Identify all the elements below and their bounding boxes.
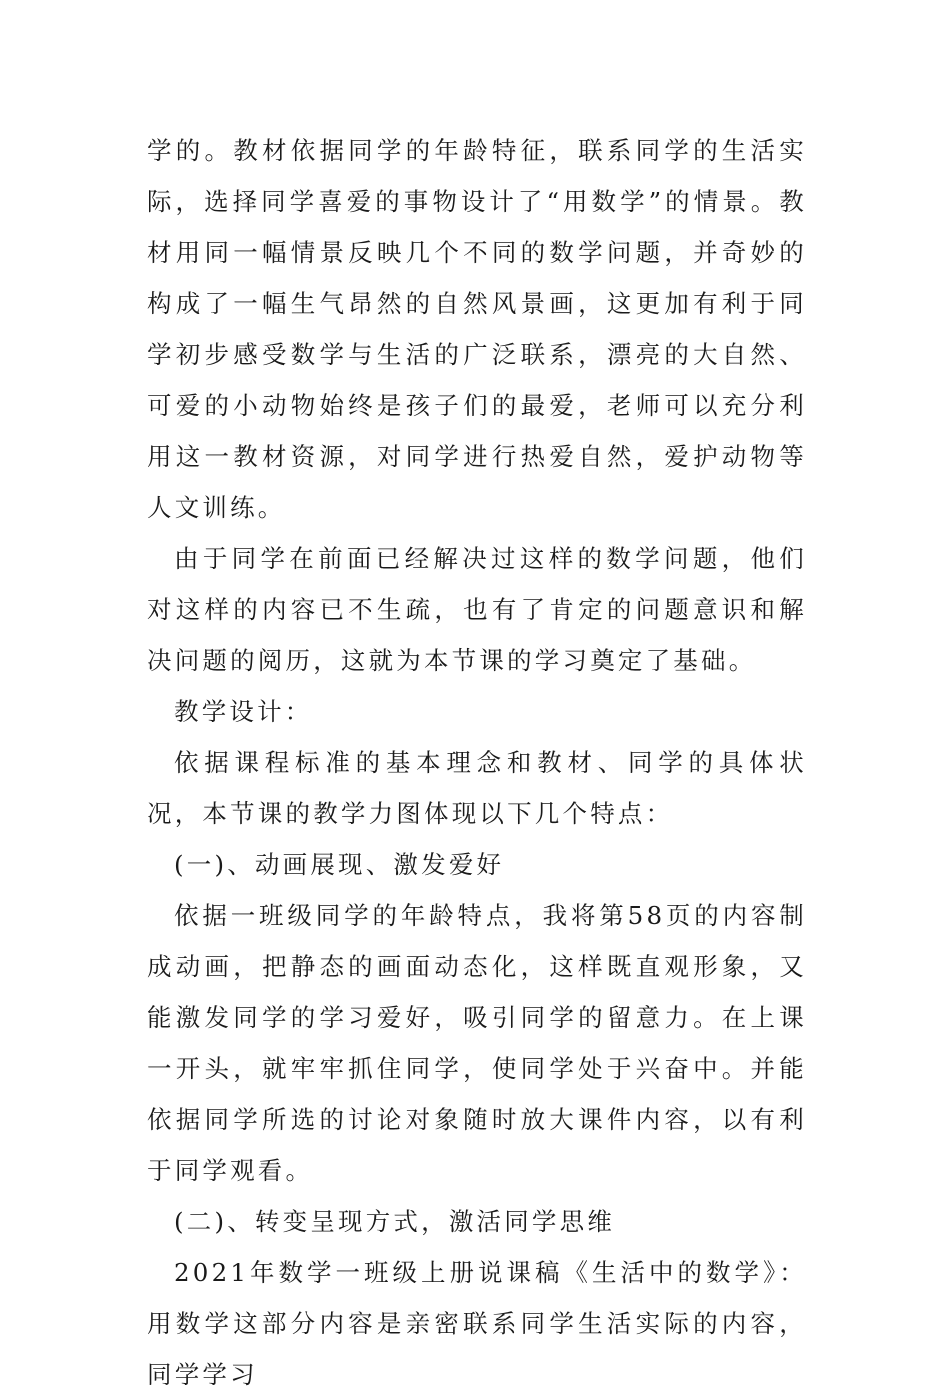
paragraph-design-features: 依据课程标准的基本理念和教材、同学的具体状况，本节课的教学力图体现以下几个特点： xyxy=(147,748,807,828)
document-body xyxy=(147,125,807,1400)
paragraph-lesson-title: 2021年数学一班级上册说课稿《生活中的数学》：用数学这部分内容是亲密联系同学生活实际的内容，同学学习 xyxy=(147,1258,807,1389)
heading-teaching-design: 教学设计： xyxy=(174,697,313,726)
paragraph-prior-knowledge: 由于同学在前面已经解决过这样的数学问题，他们对这样的内容已不生疏，也有了肯定的问题意识和解决问题的阅历，这就为本节课的学习奠定了基础。 xyxy=(147,544,807,675)
heading-section-one: (一)、动画展现、激发爱好 xyxy=(174,850,505,879)
heading-section-two: (二)、转变呈现方式，激活同学思维 xyxy=(174,1207,616,1236)
paragraph-continuation: 学的。教材依据同学的年龄特征，联系同学的生活实际，选择同学喜爱的事物设计了“用数学”的情景。教材用同一幅情景反映几个不同的数学问题，并奇妙的构成了一幅生气昂然的自然风景画，这更加有利于同学初步感受数学与生活的广泛联系，漂亮的大自然、可爱的小动物始终是孩子们的最爱，老师可以充分利用这一教材资源，对同学进行热爱自然，爱护动物等人文训练。 xyxy=(147,136,807,522)
paragraph-animation: 依据一班级同学的年龄特点，我将第58页的内容制成动画，把静态的画面动态化，这样既直观形象，又能激发同学的学习爱好，吸引同学的留意力。在上课一开头，就牢牢抓住同学，使同学处于兴奋中。并能依据同学所选的讨论对象随时放大课件内容，以有利于同学观看。 xyxy=(147,901,807,1185)
